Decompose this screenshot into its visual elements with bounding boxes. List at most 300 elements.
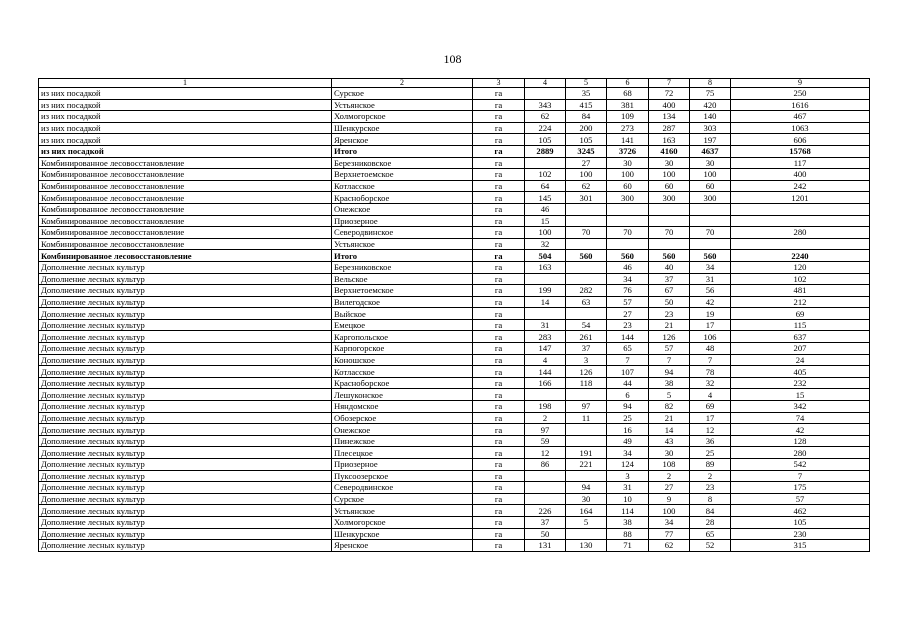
table-cell: 34 (607, 447, 649, 459)
table-cell: 315 (731, 540, 870, 552)
table-cell: 1616 (731, 99, 870, 111)
table-cell: Холмогорское (332, 111, 473, 123)
table-cell: 62 (649, 540, 690, 552)
table-cell: Комбинированное лесовосстановление (39, 203, 332, 215)
table-row (39, 505, 870, 517)
table-cell: 44 (607, 377, 649, 389)
table-cell: 30 (649, 157, 690, 169)
table-cell: Устьянское (332, 99, 473, 111)
table-cell: 62 (566, 180, 607, 192)
table-cell (566, 308, 607, 320)
table-row (39, 157, 870, 169)
table-cell: га (473, 238, 525, 250)
table-cell: 57 (607, 296, 649, 308)
table-cell: 70 (566, 227, 607, 239)
table-cell: 560 (566, 250, 607, 262)
table-cell: га (473, 493, 525, 505)
table-cell: га (473, 389, 525, 401)
table-cell: 42 (731, 424, 870, 436)
table-row (39, 366, 870, 378)
table-cell: Дополнение лесных культур (39, 482, 332, 494)
table-cell: Дополнение лесных культур (39, 435, 332, 447)
table-cell: 140 (690, 111, 731, 123)
table-cell: 7 (649, 354, 690, 366)
table-cell: 163 (525, 261, 566, 273)
table-row (39, 285, 870, 297)
table-cell: га (473, 227, 525, 239)
table-cell: 9 (649, 493, 690, 505)
table-total-row (39, 250, 870, 262)
table-cell: 100 (649, 505, 690, 517)
table-row (39, 238, 870, 250)
table-cell: 163 (649, 134, 690, 146)
table-cell: 8 (690, 493, 731, 505)
table-cell: Сурское (332, 493, 473, 505)
table-cell: 130 (566, 540, 607, 552)
table-cell: 280 (731, 447, 870, 459)
table-cell: 105 (731, 516, 870, 528)
table-cell: 50 (525, 528, 566, 540)
table-cell (525, 482, 566, 494)
table-cell: 147 (525, 343, 566, 355)
table-cell: 31 (607, 482, 649, 494)
table-cell: 82 (649, 401, 690, 413)
table-cell: из них посадкой (39, 122, 332, 134)
table-cell (525, 157, 566, 169)
table-cell: 164 (566, 505, 607, 517)
table-cell: Плесецкое (332, 447, 473, 459)
table-cell: 230 (731, 528, 870, 540)
column-header: 9 (731, 79, 870, 88)
table-row (39, 203, 870, 215)
table-cell: га (473, 261, 525, 273)
table-cell: Яренское (332, 134, 473, 146)
table-cell: 88 (607, 528, 649, 540)
table-cell: 381 (607, 99, 649, 111)
table-cell: 300 (607, 192, 649, 204)
table-row (39, 169, 870, 181)
table-cell: 560 (690, 250, 731, 262)
table-cell: 94 (607, 401, 649, 413)
table-row (39, 447, 870, 459)
table-cell: 15768 (731, 145, 870, 157)
table-cell: 415 (566, 99, 607, 111)
table-cell: 7 (690, 354, 731, 366)
table-cell: 69 (690, 401, 731, 413)
table-cell: га (473, 111, 525, 123)
table-cell: га (473, 354, 525, 366)
table-row (39, 354, 870, 366)
table-cell: Обозерское (332, 412, 473, 424)
table-cell: га (473, 215, 525, 227)
table-cell (607, 203, 649, 215)
table-cell: 84 (690, 505, 731, 517)
table-cell (566, 424, 607, 436)
column-header: 3 (473, 79, 525, 88)
table-cell: 102 (525, 169, 566, 181)
table-row (39, 99, 870, 111)
column-header: 2 (332, 79, 473, 88)
table-cell: 198 (525, 401, 566, 413)
table-cell: 120 (731, 261, 870, 273)
table-row (39, 389, 870, 401)
table-cell: 42 (690, 296, 731, 308)
table-cell: 2 (525, 412, 566, 424)
table-cell: 106 (690, 331, 731, 343)
table-cell: 560 (649, 250, 690, 262)
table-cell: Дополнение лесных культур (39, 424, 332, 436)
table-cell: Дополнение лесных культур (39, 285, 332, 297)
table-cell: 134 (649, 111, 690, 123)
table-cell: га (473, 157, 525, 169)
table-cell: из них посадкой (39, 145, 332, 157)
table-cell: 224 (525, 122, 566, 134)
table-cell: Верхнетоемское (332, 285, 473, 297)
column-header: 8 (690, 79, 731, 88)
table-cell (525, 273, 566, 285)
table-cell: 40 (649, 261, 690, 273)
table-cell: 1063 (731, 122, 870, 134)
table-cell: Дополнение лесных культур (39, 273, 332, 285)
table-cell: 221 (566, 459, 607, 471)
table-cell: 280 (731, 227, 870, 239)
table-cell: 15 (525, 215, 566, 227)
table-cell: Комбинированное лесовосстановление (39, 250, 332, 262)
table-cell: 462 (731, 505, 870, 517)
table-cell: 100 (607, 169, 649, 181)
table-cell: Березниковское (332, 261, 473, 273)
table-cell: 72 (649, 88, 690, 100)
table-cell: га (473, 459, 525, 471)
table-row (39, 424, 870, 436)
table-cell: Северодвинское (332, 482, 473, 494)
table-cell: Красноборское (332, 192, 473, 204)
table-cell: 70 (607, 227, 649, 239)
table-cell: га (473, 203, 525, 215)
table-cell: Дополнение лесных культур (39, 366, 332, 378)
table-cell: га (473, 412, 525, 424)
table-cell: 166 (525, 377, 566, 389)
table-cell: Комбинированное лесовосстановление (39, 227, 332, 239)
table-cell: 35 (566, 88, 607, 100)
table-row (39, 540, 870, 552)
table-header-row (39, 79, 870, 88)
table-cell: Дополнение лесных культур (39, 354, 332, 366)
table-cell: 77 (649, 528, 690, 540)
table-cell: Дополнение лесных культур (39, 343, 332, 355)
table-cell: из них посадкой (39, 111, 332, 123)
table-cell: Дополнение лесных культур (39, 331, 332, 343)
table-cell: 300 (649, 192, 690, 204)
table-cell: 24 (731, 354, 870, 366)
table-cell: 207 (731, 343, 870, 355)
table-cell: 37 (525, 516, 566, 528)
table-cell: Итого (332, 250, 473, 262)
table-cell: 107 (607, 366, 649, 378)
table-cell: 10 (607, 493, 649, 505)
table-cell: 70 (649, 227, 690, 239)
table-row (39, 516, 870, 528)
table-cell: 14 (525, 296, 566, 308)
table-cell: Коношское (332, 354, 473, 366)
table-cell: 12 (525, 447, 566, 459)
table-cell: Вельское (332, 273, 473, 285)
table-cell: 38 (607, 516, 649, 528)
table-cell: 37 (649, 273, 690, 285)
table-cell: 303 (690, 122, 731, 134)
table-cell: га (473, 296, 525, 308)
table-cell: 100 (525, 227, 566, 239)
table-cell: 78 (690, 366, 731, 378)
table-row (39, 528, 870, 540)
table-cell: Онежское (332, 203, 473, 215)
table-cell: 84 (566, 111, 607, 123)
table-cell: 68 (607, 88, 649, 100)
table-cell: 11 (566, 412, 607, 424)
table-cell: 32 (690, 377, 731, 389)
table-cell: га (473, 169, 525, 181)
table-cell: Красноборское (332, 377, 473, 389)
table-cell: 131 (525, 540, 566, 552)
table-cell: 16 (607, 424, 649, 436)
table-cell: 17 (690, 319, 731, 331)
table-cell: 28 (690, 516, 731, 528)
table-cell: 15 (731, 389, 870, 401)
table-cell: га (473, 377, 525, 389)
table-cell: Дополнение лесных культур (39, 296, 332, 308)
table-cell (566, 470, 607, 482)
table-cell: из них посадкой (39, 88, 332, 100)
table-cell: 3 (566, 354, 607, 366)
table-cell: 23 (607, 319, 649, 331)
table-cell: га (473, 273, 525, 285)
table-cell: 46 (525, 203, 566, 215)
table-cell: 38 (649, 377, 690, 389)
table-cell: 97 (566, 401, 607, 413)
table-row (39, 215, 870, 227)
table-cell: Яренское (332, 540, 473, 552)
table-cell: Дополнение лесных культур (39, 528, 332, 540)
table-cell: га (473, 331, 525, 343)
table-cell: га (473, 285, 525, 297)
table-cell: Дополнение лесных культур (39, 505, 332, 517)
table-cell: га (473, 424, 525, 436)
table-cell: Онежское (332, 424, 473, 436)
table-cell: 60 (690, 180, 731, 192)
table-cell: 14 (649, 424, 690, 436)
table-cell: Дополнение лесных культур (39, 447, 332, 459)
table-cell: 273 (607, 122, 649, 134)
table-cell: 63 (566, 296, 607, 308)
table-cell (649, 238, 690, 250)
table-cell: 30 (607, 157, 649, 169)
table-cell: 27 (607, 308, 649, 320)
table-cell: 25 (690, 447, 731, 459)
table-cell: 34 (649, 516, 690, 528)
table-row (39, 88, 870, 100)
table-cell: 145 (525, 192, 566, 204)
table-cell: 481 (731, 285, 870, 297)
table-row (39, 134, 870, 146)
table-row (39, 377, 870, 389)
table-row (39, 122, 870, 134)
table-cell: га (473, 540, 525, 552)
table-cell (690, 203, 731, 215)
table-cell: 34 (607, 273, 649, 285)
table-cell: га (473, 180, 525, 192)
table-total-row (39, 145, 870, 157)
table-cell: 74 (731, 412, 870, 424)
table-cell: 30 (566, 493, 607, 505)
table-cell: Комбинированное лесовосстановление (39, 180, 332, 192)
table-cell: 3 (607, 470, 649, 482)
table-row (39, 111, 870, 123)
table-cell: 94 (566, 482, 607, 494)
table-cell: 21 (649, 319, 690, 331)
table-cell: Лешуконское (332, 389, 473, 401)
table-cell: Шенкурское (332, 528, 473, 540)
table-cell: 50 (649, 296, 690, 308)
table-cell: 60 (649, 180, 690, 192)
table-cell: Котласское (332, 366, 473, 378)
table-cell (649, 215, 690, 227)
table-cell (607, 215, 649, 227)
table-cell (731, 203, 870, 215)
table-cell: Дополнение лесных культур (39, 412, 332, 424)
table-cell: Пуксоозерское (332, 470, 473, 482)
table-row (39, 180, 870, 192)
table-cell: Вилегодское (332, 296, 473, 308)
table-cell: Итого (332, 145, 473, 157)
table-cell: 32 (525, 238, 566, 250)
table-cell: 287 (649, 122, 690, 134)
table-cell: Дополнение лесных культур (39, 377, 332, 389)
table-cell: 191 (566, 447, 607, 459)
table-cell: 114 (607, 505, 649, 517)
table-row (39, 192, 870, 204)
table-cell: 27 (566, 157, 607, 169)
table-cell: 400 (731, 169, 870, 181)
table-cell: Каргопольское (332, 331, 473, 343)
table-cell: 282 (566, 285, 607, 297)
table-row (39, 493, 870, 505)
table-cell: Дополнение лесных культур (39, 540, 332, 552)
table-cell: 250 (731, 88, 870, 100)
table-cell: 4160 (649, 145, 690, 157)
table-cell: 21 (649, 412, 690, 424)
table-cell: из них посадкой (39, 134, 332, 146)
table-cell: 59 (525, 435, 566, 447)
table-cell: 31 (690, 273, 731, 285)
table-cell: Комбинированное лесовосстановление (39, 215, 332, 227)
table-cell: 242 (731, 180, 870, 192)
table-cell: га (473, 250, 525, 262)
table-cell: 12 (690, 424, 731, 436)
table-cell: 6 (607, 389, 649, 401)
table-cell: Сурское (332, 88, 473, 100)
table-cell: 261 (566, 331, 607, 343)
table-cell: 199 (525, 285, 566, 297)
table-row (39, 343, 870, 355)
table-cell: 75 (690, 88, 731, 100)
table-cell: Котласское (332, 180, 473, 192)
table-cell: Пинежское (332, 435, 473, 447)
table-cell: 124 (607, 459, 649, 471)
table-row (39, 308, 870, 320)
table-row (39, 273, 870, 285)
table-cell: 17 (690, 412, 731, 424)
table-cell: 212 (731, 296, 870, 308)
table-cell: Выйское (332, 308, 473, 320)
table-cell (566, 528, 607, 540)
table-body (39, 79, 870, 552)
table-cell (566, 203, 607, 215)
table-cell: 1201 (731, 192, 870, 204)
table-cell: га (473, 516, 525, 528)
table-cell: 19 (690, 308, 731, 320)
table-cell: Приозерное (332, 215, 473, 227)
table-cell: Дополнение лесных культур (39, 470, 332, 482)
table-cell: 226 (525, 505, 566, 517)
table-cell: 25 (607, 412, 649, 424)
table-cell: 117 (731, 157, 870, 169)
table-cell: 126 (649, 331, 690, 343)
table-cell: га (473, 134, 525, 146)
table-cell: га (473, 435, 525, 447)
table-cell: 54 (566, 319, 607, 331)
table-cell: 97 (525, 424, 566, 436)
table-cell: га (473, 470, 525, 482)
table-cell: Холмогорское (332, 516, 473, 528)
table-cell: га (473, 366, 525, 378)
table-cell (566, 215, 607, 227)
table-row (39, 261, 870, 273)
table-row (39, 331, 870, 343)
table-cell: 420 (690, 99, 731, 111)
table-cell: 57 (731, 493, 870, 505)
table-cell: 89 (690, 459, 731, 471)
table-cell: 31 (525, 319, 566, 331)
table-cell: 144 (525, 366, 566, 378)
table-cell: 467 (731, 111, 870, 123)
column-header: 7 (649, 79, 690, 88)
table-cell: Емецкое (332, 319, 473, 331)
table-cell: га (473, 505, 525, 517)
table-cell (566, 261, 607, 273)
table-row (39, 482, 870, 494)
table-cell (525, 88, 566, 100)
table-cell: 128 (731, 435, 870, 447)
table-cell: 2240 (731, 250, 870, 262)
table-cell: 283 (525, 331, 566, 343)
table-cell: 70 (690, 227, 731, 239)
table-cell (566, 435, 607, 447)
table-cell: Дополнение лесных культур (39, 261, 332, 273)
table-cell (731, 215, 870, 227)
table-cell: га (473, 99, 525, 111)
table-cell: 637 (731, 331, 870, 343)
table-cell: 71 (607, 540, 649, 552)
table-cell: Верхнетоемское (332, 169, 473, 181)
table-cell: Дополнение лесных культур (39, 493, 332, 505)
table-cell: 542 (731, 459, 870, 471)
table-cell: 46 (607, 261, 649, 273)
table-cell: Дополнение лесных культур (39, 308, 332, 320)
table-cell: 52 (690, 540, 731, 552)
table-cell: 2 (649, 470, 690, 482)
table-cell: 175 (731, 482, 870, 494)
table-cell: Дополнение лесных культур (39, 319, 332, 331)
